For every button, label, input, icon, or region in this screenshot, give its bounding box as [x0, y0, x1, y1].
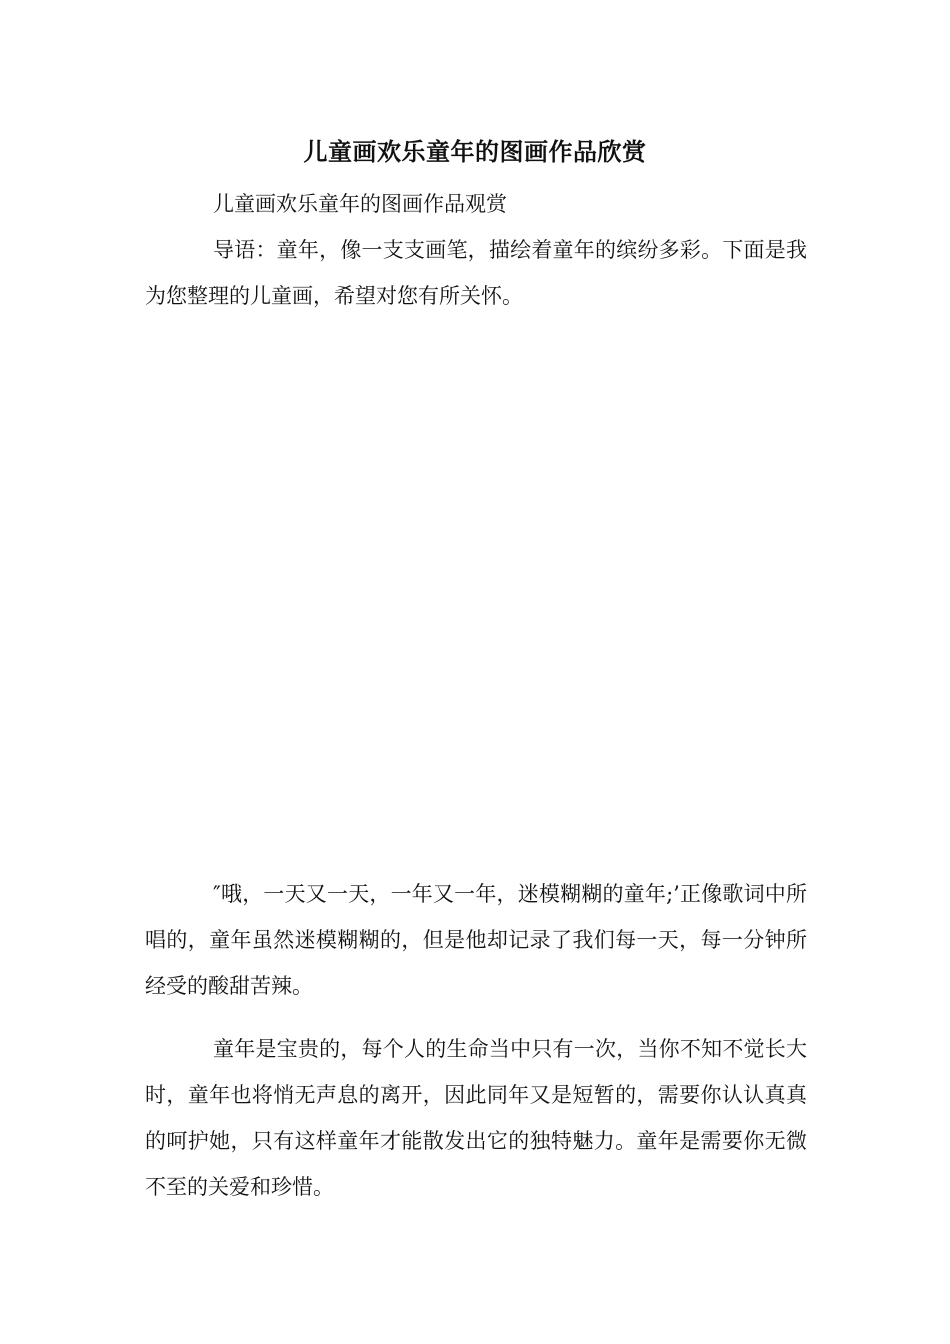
quote-paragraph: ″哦，一天又一天，一年又一年，迷模糊糊的童年;’正像歌词中所唱的，童年虽然迷模糊糊的，但是他却记录了我们每一天，每一分钟所经受的酸甜苦辣。: [145, 882, 807, 998]
document-title: 儿童画欢乐童年的图画作品欣赏: [303, 137, 647, 166]
subtitle-paragraph: 儿童画欢乐童年的图画作品观赏: [213, 192, 507, 216]
intro-paragraph: 导语：童年，像一支支画笔，描绘着童年的缤纷多彩。下面是我为您整理的儿童画，希望对您有所关怀。: [145, 238, 807, 308]
body-paragraph: 童年是宝贵的，每个人的生命当中只有一次，当你不知不觉长大时，童年也将悄无声息的离开，因此同年又是短暂的，需要你认认真真的呵护她，只有这样童年才能散发出它的独特魅力。童年是需要你无微不至的关爱和珍惜。: [145, 1037, 807, 1199]
blank-image-area: [145, 330, 807, 860]
